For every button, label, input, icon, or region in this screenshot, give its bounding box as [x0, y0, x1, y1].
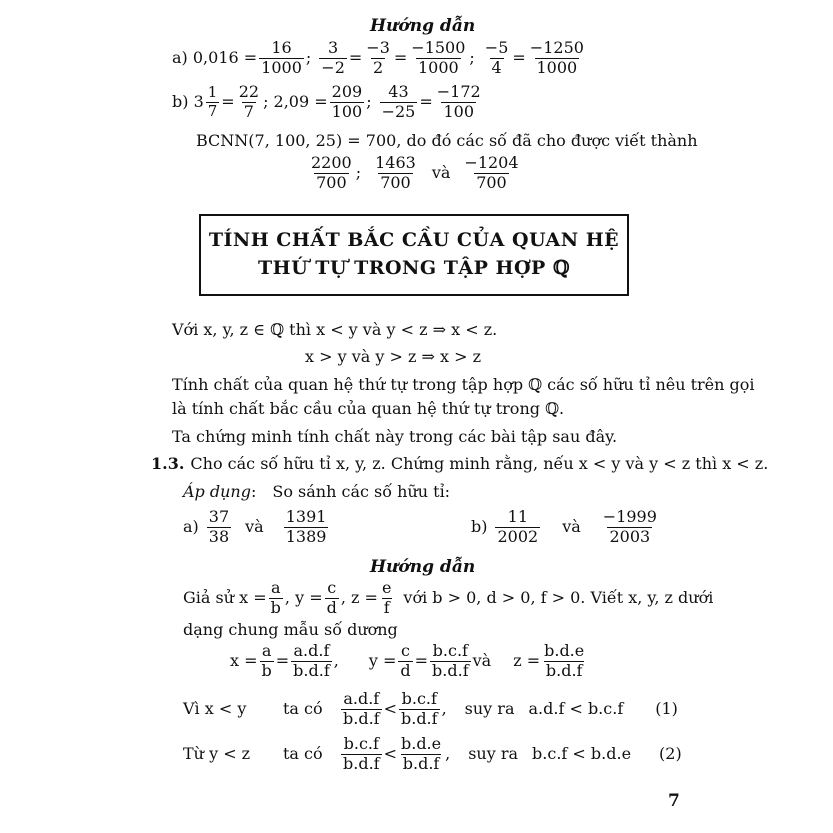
fraction: $\frac{22}{7}$ — [238, 82, 260, 121]
guide-heading-2: Hướng dẫn — [370, 557, 476, 577]
fraction: $\frac{b.c.f}{b.d.f}$ — [400, 689, 438, 728]
fraction: $\frac{209}{100}$ — [331, 82, 363, 121]
fraction: $\frac{-1500}{1000}$ — [411, 38, 466, 77]
bcnn-text: BCNN(7, 100, 25) = 700, do đó các số đã cho được viết thành — [196, 131, 698, 150]
fraction: $\frac{-1999}{2003}$ — [602, 507, 657, 546]
fraction: $\frac{a.d.f}{b.d.f}$ — [293, 641, 330, 680]
page-number: 7 — [668, 791, 680, 811]
fraction: $\frac{37}{38}$ — [208, 507, 230, 546]
paragraph-1: Với x, y, z ∈ ℚ thì x < y và y < z ⇒ x < z. — [172, 320, 498, 339]
fraction: $\frac{43}{-25}$ — [381, 82, 416, 121]
fraction: $\frac{b.d.e}{b.d.f}$ — [544, 641, 585, 680]
apply-text: So sánh các số hữu tỉ: — [272, 482, 451, 501]
fraction: $\frac{11}{2002}$ — [497, 507, 539, 546]
guide-heading-1: Hướng dẫn — [370, 16, 476, 36]
fraction: $\frac{a}{b}$ — [270, 578, 281, 617]
fraction: $\frac{b.c.f}{b.d.f}$ — [432, 641, 469, 680]
xyz-equations: x = $\frac{a}{b}$ = $\frac{a.d.f}{b.d.f}$ , y = $\frac{c}{d}$ = $\frac{b.c.f}{b.d.f}$ và z = $\frac{b.d.e}{b.d.f}$ — [230, 641, 585, 680]
question-a: a) $\frac{37}{38}$ và $\frac{1391}{1389}$ — [183, 507, 327, 546]
question-b: b) $\frac{11}{2002}$ và $\frac{-1999}{2003}$ — [471, 507, 657, 546]
apply-line: Áp dụng : So sánh các số hữu tỉ: — [183, 482, 451, 501]
paragraph-2: x > y và y > z ⇒ x > z — [305, 347, 482, 366]
exercise-text: Cho các số hữu tỉ x, y, z. Chứng minh rằng, nếu x < y và y < z thì x < z. — [190, 454, 769, 473]
inference-line-2: Từ y < z ta có $\frac{b.c.f}{b.d.f}$ < $\frac{b.d.e}{b.d.f}$ , suy ra b.c.f < b.d.e (2) — [183, 734, 682, 773]
exercise-1-3 — [151, 456, 768, 472]
fraction: $\frac{-1250}{1000}$ — [529, 38, 584, 77]
section-title-line-1: TÍNH CHẤT BẮC CẦU CỦA QUAN HỆ — [208, 229, 620, 252]
fraction: $\frac{-1204}{700}$ — [464, 153, 519, 192]
fraction: $\frac{a}{b}$ — [261, 641, 272, 680]
line-b: b) 3 $\frac{1}{7}$ = $\frac{22}{7}$ ; 2,09 = $\frac{209}{100}$ ; $\frac{43}{-25}$ = $\frac{-172}{100}$ — [172, 82, 481, 121]
line-b-label: b) 3 — [172, 92, 204, 112]
fraction: $\frac{e}{f}$ — [381, 578, 392, 617]
fraction: $\frac{16}{1000}$ — [261, 38, 302, 77]
line-a: a) 0,016 = $\frac{16}{1000}$ ; $\frac{3}{-2}$ = $\frac{-3}{2}$ = $\frac{-1500}{1000}$ ; $\frac{-5}{4}$ = $\frac{-1250}{1000}$ — [172, 38, 584, 77]
fraction: $\frac{b.d.e}{b.d.f}$ — [400, 734, 442, 773]
fraction: $\frac{1391}{1389}$ — [285, 507, 327, 546]
fraction: $\frac{1}{7}$ — [207, 83, 218, 120]
fraction: $\frac{-5}{4}$ — [484, 38, 509, 77]
paragraph-4: là tính chất bắc cầu của quan hệ thứ tự trong ℚ. — [172, 399, 565, 418]
apply-label: Áp dụng — [183, 482, 251, 501]
fraction: $\frac{b.c.f}{b.d.f}$ — [343, 734, 380, 773]
fraction: $\frac{-3}{2}$ — [366, 38, 390, 77]
section-title-box — [199, 214, 629, 296]
fraction: $\frac{3}{-2}$ — [321, 38, 345, 77]
fraction: $\frac{c}{d}$ — [400, 641, 411, 680]
fraction: $\frac{1463}{700}$ — [375, 153, 416, 192]
assumption-line: Giả sử x = $\frac{a}{b}$ , y = $\frac{c}{d}$ , z = $\frac{e}{f}$ với b > 0, d > 0, f > 0. Viết x, y, z dưới — [183, 578, 714, 617]
inference-line-1: Vì x < y ta có $\frac{a.d.f}{b.d.f}$ < $\frac{b.c.f}{b.d.f}$ , suy ra a.d.f < b.c.f (1) — [183, 689, 678, 728]
result-fractions: $\frac{2200}{700}$ ; $\frac{1463}{700}$ và $\frac{-1204}{700}$ — [311, 153, 519, 192]
paragraph-3: Tính chất của quan hệ thứ tự trong tập hợp ℚ các số hữu tỉ nêu trên gọi — [172, 375, 755, 394]
section-title-line-2: THỨ TỰ TRONG TẬP HỢP ℚ — [257, 257, 571, 279]
fraction: $\frac{a.d.f}{b.d.f}$ — [343, 689, 380, 728]
fraction: $\frac{-172}{100}$ — [436, 82, 481, 121]
exercise-number: 1.3. — [151, 454, 185, 473]
common-denominator-text: dạng chung mẫu số dương — [183, 620, 398, 639]
paragraph-5: Ta chứng minh tính chất này trong các bài tập sau đây. — [172, 427, 618, 446]
fraction: $\frac{2200}{700}$ — [311, 153, 352, 192]
line-a-label: a) 0,016 = — [172, 48, 258, 68]
fraction: $\frac{c}{d}$ — [326, 578, 337, 617]
